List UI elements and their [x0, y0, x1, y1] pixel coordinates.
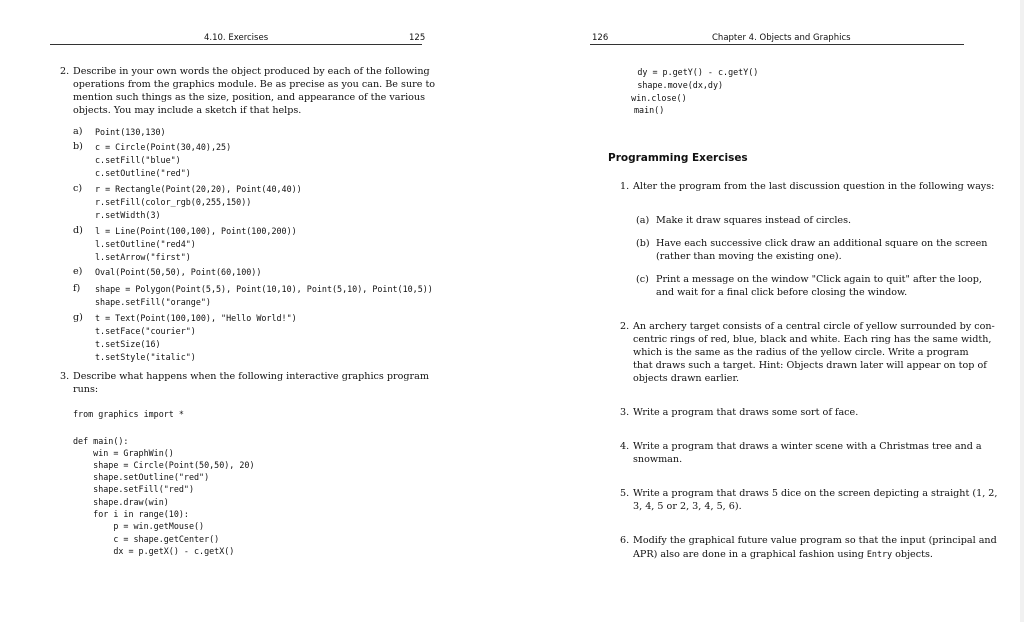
sub-exercise-text: Have each successive click draw an additional square on the screen — [656, 238, 988, 249]
inline-code-entry: Entry — [866, 549, 893, 559]
right-page — [512, 0, 1024, 622]
q2-number: 2. — [60, 66, 70, 77]
q2-item-code: l.setArrow("first") — [95, 252, 191, 262]
exercise-number: 2. — [620, 321, 630, 332]
q2-item-code: r.setFill(color_rgb(0,255,150)) — [95, 197, 252, 207]
exercise-text-line: Write a program that draws 5 dice on the screen depicting a straight (1, 2, — [633, 488, 998, 499]
q2-item-code: shape.setFill("orange") — [95, 297, 211, 307]
q2-item-code: Point(130,130) — [95, 127, 166, 137]
continued-code-line: shape.move(dx,dy) — [597, 80, 724, 90]
q2-item-code: t.setStyle("italic") — [95, 352, 196, 362]
exercise-text-line: objects drawn earlier. — [633, 373, 740, 384]
scrollbar-track[interactable] — [1020, 0, 1024, 622]
continued-code-line: main() — [634, 105, 665, 115]
exercise-text-line: Alter the program from the last discussion question in the following ways: — [633, 181, 995, 192]
exercise-number: 3. — [620, 407, 630, 418]
exercise-number: 6. — [620, 535, 630, 546]
sub-exercise-text: and wait for a final click before closing the window. — [656, 287, 908, 298]
sub-exercise-text: (rather than moving the existing one). — [656, 251, 842, 262]
q3-code-line: dx = p.getX() - c.getX() — [73, 546, 235, 556]
q2-item-code: t.setFace("courier") — [95, 326, 196, 336]
right-header-chapter: Chapter 4. Objects and Graphics — [712, 33, 851, 43]
q3-code-line: for i in range(10): — [73, 509, 189, 519]
sub-exercise-text: Make it draw squares instead of circles. — [656, 215, 852, 226]
q3-number: 3. — [60, 371, 70, 382]
q3-code-line: c = shape.getCenter() — [73, 534, 220, 544]
continued-code-line: dy = p.getY() - c.getY() — [597, 67, 759, 77]
q2-item-code: t.setSize(16) — [95, 339, 161, 349]
q2-item-code: r = Rectangle(Point(20,20), Point(40,40)) — [95, 184, 302, 194]
exercise-text-line: which is the same as the radius of the yellow circle. Write a program — [633, 347, 969, 358]
right-header-page-number: 126 — [592, 33, 609, 43]
q2-item-code: c.setOutline("red") — [95, 168, 191, 178]
q2-item-code: l.setOutline("red4") — [95, 239, 196, 249]
q2-item-label: e) — [73, 266, 83, 277]
q2-item-label: b) — [73, 141, 83, 152]
left-header-section: 4.10. Exercises — [204, 33, 269, 43]
exercise-text-line — [633, 548, 933, 562]
sub-exercise-label: (a) — [636, 215, 650, 226]
left-header-rule — [50, 44, 422, 45]
sub-exercise-label: (c) — [636, 274, 649, 285]
left-header-page-number: 125 — [409, 33, 426, 43]
q2-item-label: g) — [73, 312, 83, 323]
exercise-text-line: centric rings of red, blue, black and white. Each ring has the same width, — [633, 334, 992, 345]
q3-code-line: def main(): — [73, 436, 129, 446]
q3-code-line: p = win.getMouse() — [73, 521, 205, 531]
q3-code-line: shape.setOutline("red") — [73, 472, 210, 482]
sub-exercise-text: Print a message on the window "Click again to quit" after the loop, — [656, 274, 982, 285]
exercise-text-line: Write a program that draws some sort of face. — [633, 407, 859, 418]
section-title: Programming Exercises — [608, 152, 748, 164]
q2-item-code: c = Circle(Point(30,40),25) — [95, 142, 232, 152]
exercise-text-prefix: APR) also are done in a graphical fashion using — [633, 549, 867, 560]
q2-item-code: c.setFill("blue") — [95, 155, 181, 165]
exercise-text-line: Modify the graphical future value program so that the input (principal and — [633, 535, 997, 546]
q2-item-code: r.setWidth(3) — [95, 210, 161, 220]
q2-item-label: c) — [73, 183, 83, 194]
q2-item-label: f) — [73, 283, 81, 294]
exercise-number: 4. — [620, 441, 630, 452]
q3-text-line: Describe what happens when the following interactive graphics program — [73, 371, 429, 382]
q3-code-line: win = GraphWin() — [73, 448, 174, 458]
q2-item-code: l = Line(Point(100,100), Point(100,200)) — [95, 226, 297, 236]
right-header-rule — [590, 44, 964, 45]
exercise-text-line: Write a program that draws a winter scene with a Christmas tree and a — [633, 441, 982, 452]
exercise-text-line: An archery target consists of a central circle of yellow surrounded by con- — [633, 321, 995, 332]
q3-text-line: runs: — [73, 384, 99, 395]
exercise-number: 5. — [620, 488, 630, 499]
q2-item-code: shape = Polygon(Point(5,5), Point(10,10), Point(5,10), Point(10,5)) — [95, 284, 433, 294]
q2-text-line: objects. You may include a sketch if that helps. — [73, 105, 302, 116]
q2-text-line: mention such things as the size, position, and appearance of the various — [73, 92, 426, 103]
q3-import-line: from graphics import * — [73, 409, 184, 419]
q2-item-code: t = Text(Point(100,100), "Hello World!") — [95, 313, 297, 323]
exercise-text-line: that draws such a target. Hint: Objects drawn later will appear on top of — [633, 360, 987, 371]
q2-item-label: a) — [73, 126, 83, 137]
q3-code-line: shape.setFill("red") — [73, 484, 195, 494]
exercise-text-suffix: objects. — [892, 549, 933, 560]
sub-exercise-label: (b) — [636, 238, 650, 249]
exercise-text-line: snowman. — [633, 454, 683, 465]
exercise-number: 1. — [620, 181, 630, 192]
exercise-text-line: 3, 4, 5 or 2, 3, 4, 5, 6). — [633, 501, 742, 512]
q2-item-code: Oval(Point(50,50), Point(60,100)) — [95, 267, 262, 277]
q3-code-line: shape = Circle(Point(50,50), 20) — [73, 460, 255, 470]
q3-code-line: shape.draw(win) — [73, 497, 169, 507]
q2-item-label: d) — [73, 225, 83, 236]
continued-code-line: win.close() — [611, 93, 687, 103]
q2-text-line: operations from the graphics module. Be as precise as you can. Be sure to — [73, 79, 436, 90]
q2-text-line: Describe in your own words the object produced by each of the following — [73, 66, 430, 77]
